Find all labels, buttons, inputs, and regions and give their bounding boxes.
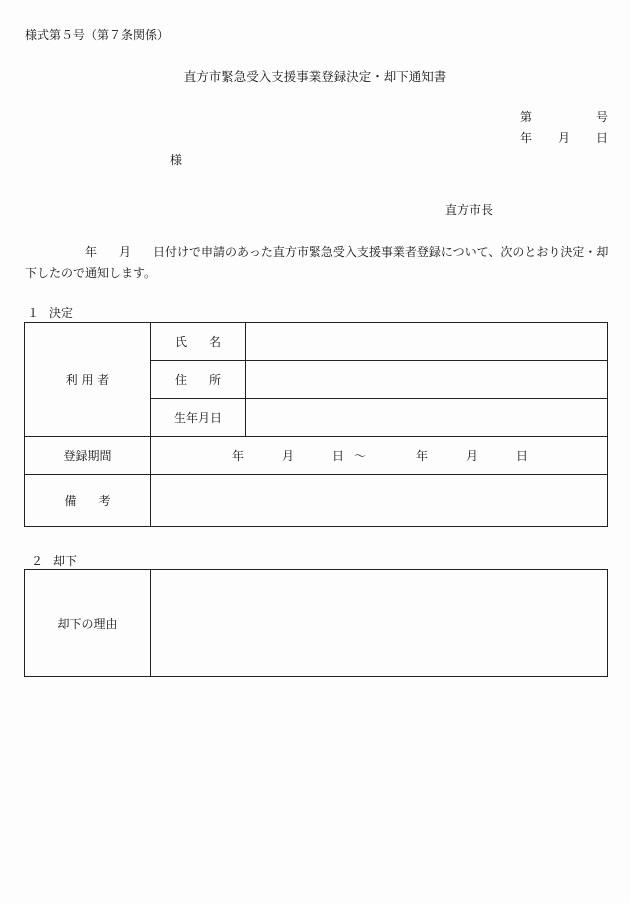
address-label-b: 所 (208, 373, 221, 387)
birthdate-label: 生年月日 (173, 411, 222, 425)
document-number-line (520, 108, 608, 125)
period-month2: 月 (466, 449, 479, 463)
period-day2: 日 (516, 449, 529, 463)
period-tilde: ～ (354, 449, 367, 463)
addressee: 様 (170, 153, 183, 167)
name-label-b: 名 (208, 335, 221, 349)
section2-title: 却下 (53, 554, 78, 568)
remarks-field[interactable] (151, 475, 608, 527)
section1-number: １ (27, 306, 40, 320)
decision-table (24, 322, 608, 527)
section1-title: 決定 (49, 306, 74, 320)
address-label-cell (151, 361, 246, 399)
issue-date-line (520, 129, 608, 146)
remarks-label-cell (25, 475, 151, 527)
issuer: 直方市長 (445, 203, 494, 217)
period-day1: 日 (332, 449, 345, 463)
date-year: 年 (520, 131, 533, 145)
number-prefix: 第 (520, 110, 533, 124)
birthdate-field[interactable] (246, 399, 608, 437)
period-year1: 年 (232, 449, 245, 463)
name-field[interactable] (246, 323, 608, 361)
address-label-a: 住 (175, 373, 188, 387)
body-year: 年 (85, 245, 98, 259)
section2-number: ２ (31, 554, 44, 568)
form-number: 様式第５号（第７条関係） (25, 28, 170, 42)
number-suffix: 号 (596, 110, 609, 124)
address-field[interactable] (246, 361, 608, 399)
period-field[interactable] (151, 437, 608, 475)
document-title: 直方市緊急受入支援事業登録決定・却下通知書 (183, 69, 447, 84)
period-label-cell (25, 437, 151, 475)
user-label: 利 用 者 (65, 373, 110, 387)
body-text (25, 242, 610, 284)
reason-label-cell (25, 570, 151, 677)
name-label-a: 氏 (175, 335, 188, 349)
name-label-cell (151, 323, 246, 361)
remarks-label-a: 備 (64, 494, 77, 508)
body-month: 月 (119, 245, 132, 259)
section2-heading (31, 552, 77, 569)
date-month: 月 (558, 131, 571, 145)
rejection-table (24, 569, 608, 677)
period-label: 登録期間 (63, 449, 112, 463)
date-day: 日 (596, 131, 609, 145)
birthdate-label-cell (151, 399, 246, 437)
body-rest: 日付けで申請のあった直方市緊急受入支援事業者登録について、次のとおり決定・却下したので通知します。 (25, 245, 609, 280)
section1-heading (27, 304, 73, 321)
remarks-label-b: 考 (98, 494, 111, 508)
reason-label: 却下の理由 (57, 616, 118, 631)
period-year2: 年 (416, 449, 429, 463)
period-month1: 月 (282, 449, 295, 463)
user-label-cell (25, 323, 151, 437)
reason-field[interactable] (151, 570, 608, 677)
